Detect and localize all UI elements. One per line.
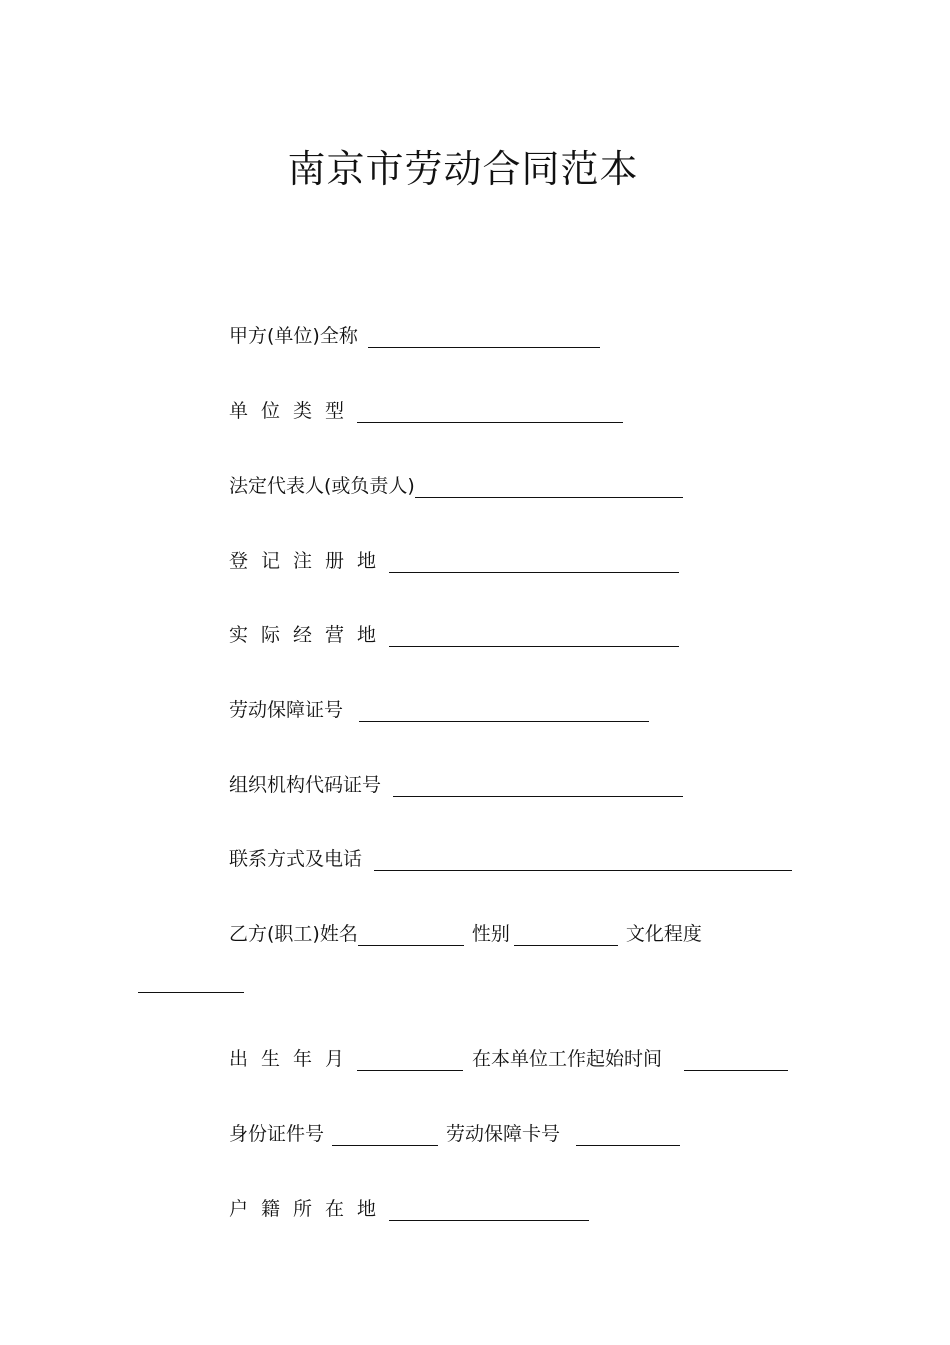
- business-place-blank[interactable]: [389, 626, 679, 647]
- labor-card-no-label: 劳动保障卡号: [446, 1123, 561, 1145]
- labor-cert-no-label: 劳动保障证号: [229, 699, 344, 721]
- gender-blank[interactable]: [514, 925, 618, 946]
- household-place-label: 户籍所在地: [229, 1198, 390, 1220]
- employer-full-name-blank[interactable]: [368, 327, 600, 348]
- field-employee-row: [229, 916, 702, 946]
- field-contact: [229, 841, 792, 871]
- education-label: 文化程度: [625, 923, 702, 945]
- gender-label: 性别: [471, 923, 510, 945]
- employee-name-blank[interactable]: [358, 925, 464, 946]
- field-birth-row: [229, 1041, 788, 1071]
- field-employer-full-name: [229, 318, 600, 348]
- start-time-blank[interactable]: [684, 1050, 788, 1071]
- id-no-label: 身份证件号: [229, 1123, 325, 1145]
- registration-place-label: 登记注册地: [229, 550, 390, 572]
- birth-blank[interactable]: [357, 1050, 463, 1071]
- field-labor-cert-no: [229, 692, 649, 722]
- legal-rep-label: 法定代表人(或负责人): [229, 475, 415, 497]
- document-title: 南京市劳动合同范本: [287, 147, 639, 191]
- labor-cert-no-blank[interactable]: [359, 701, 649, 722]
- org-code-no-label: 组织机构代码证号: [229, 774, 382, 796]
- contact-blank[interactable]: [374, 850, 792, 871]
- id-no-blank[interactable]: [332, 1125, 438, 1146]
- field-business-place: [229, 617, 679, 647]
- field-legal-rep: [229, 468, 683, 498]
- household-place-blank[interactable]: [389, 1200, 589, 1221]
- unit-type-blank[interactable]: [357, 402, 623, 423]
- contact-label: 联系方式及电话: [229, 848, 363, 870]
- education-blank[interactable]: [138, 972, 244, 993]
- field-unit-type: [229, 393, 623, 423]
- labor-card-no-blank[interactable]: [576, 1125, 680, 1146]
- birth-label: 出生年月: [229, 1048, 358, 1070]
- start-time-label: 在本单位工作起始时间: [472, 1048, 663, 1070]
- registration-place-blank[interactable]: [389, 552, 679, 573]
- employer-full-name-label: 甲方(单位)全称: [229, 325, 358, 347]
- field-org-code-no: [229, 767, 683, 797]
- field-household-place: [229, 1191, 589, 1221]
- business-place-label: 实际经营地: [229, 624, 390, 646]
- field-id-row: [229, 1116, 680, 1146]
- legal-rep-blank[interactable]: [415, 477, 683, 498]
- org-code-no-blank[interactable]: [393, 776, 683, 797]
- field-registration-place: [229, 543, 679, 573]
- unit-type-label: 单位类型: [229, 400, 358, 422]
- employee-name-label: 乙方(职工)姓名: [229, 923, 358, 945]
